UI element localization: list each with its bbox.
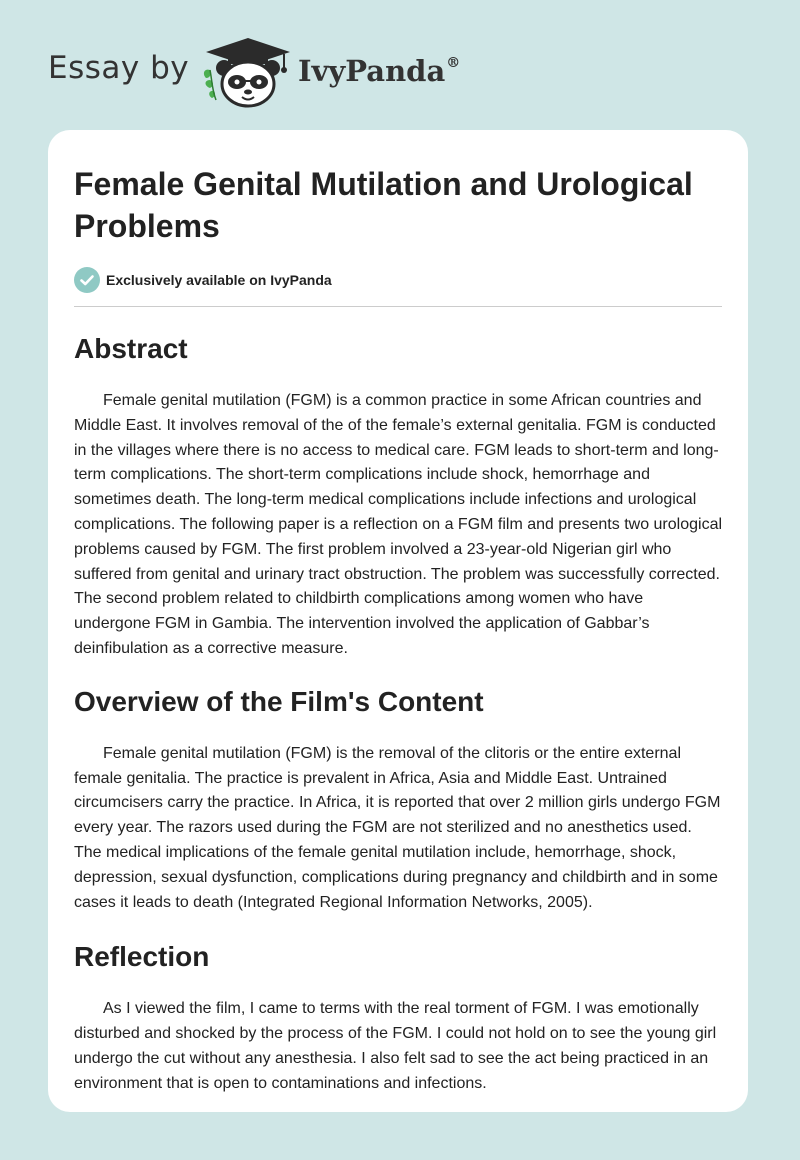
- section-paragraph: As I viewed the film, I came to terms with the real torment of FGM. I was emotionally disturbed and shocked by the process of the FGM. I could not hold on to see the young girl undergo the cut without any anesthesia. I also felt sad to see the act being practiced in an environment that is open to contaminations and infections.: [74, 1000, 717, 1092]
- section-overview: [74, 684, 722, 916]
- check-circle-icon: [74, 267, 100, 293]
- title-divider: [74, 306, 722, 307]
- brand-prefix: Essay by: [48, 50, 190, 86]
- article-card: [48, 130, 748, 1112]
- brand-name[interactable]: IvyPanda®: [298, 54, 461, 88]
- section-paragraph: Female genital mutilation (FGM) is a common practice in some African countries and Middle East. It involves removal of the of the female’s external genitalia. FGM is conducted in the villages where there is no access to medical care. FGM leads to short-term and long-term complications. The short-term complications include shock, hemorrhage and sometimes death. The long-term medical complications include infections and urological complications. The following paper is a reflection on a FGM film and presents two urological problems caused by FGM. The first problem involved a 23-year-old Nigerian girl who suffered from genital and urinary tract obstruction. The problem was successfully corrected. The second problem related to childbirth complications among women who have undergone FGM in Gambia. The intervention involved the application of Gabbar’s deinfibulation as a corrective measure.: [74, 392, 723, 657]
- exclusive-label: Exclusively available on IvyPanda: [106, 272, 332, 288]
- ivypanda-logo-icon[interactable]: [200, 34, 296, 110]
- section-paragraph: Female genital mutilation (FGM) is the removal of the clitoris or the entire external female genitalia. The practice is prevalent in Africa, Asia and Middle East. Untrained circumcisers carry the practice. In Africa, it is reported that over 2 million girls undergo FGM every year. The razors used during the FGM are not sterilized and no anesthetics used. The medical implications of the female genital mutilation include, hemorrhage, shock, depression, sexual dysfunction, complications during pregnancy and childbirth and in some cases it leads to death (Integrated Regional Information Networks, 2005).: [74, 744, 721, 911]
- registered-mark: ®: [446, 55, 461, 71]
- section-abstract: [74, 331, 722, 662]
- site-header: [0, 0, 800, 130]
- article-title: Female Genital Mutilation and Urological Problems: [74, 166, 693, 244]
- section-reflection: [74, 939, 722, 1096]
- exclusive-badge: [74, 266, 722, 294]
- section-heading: Overview of the Film's Content: [74, 685, 484, 717]
- section-heading: Reflection: [74, 941, 210, 973]
- section-heading: Abstract: [74, 333, 188, 364]
